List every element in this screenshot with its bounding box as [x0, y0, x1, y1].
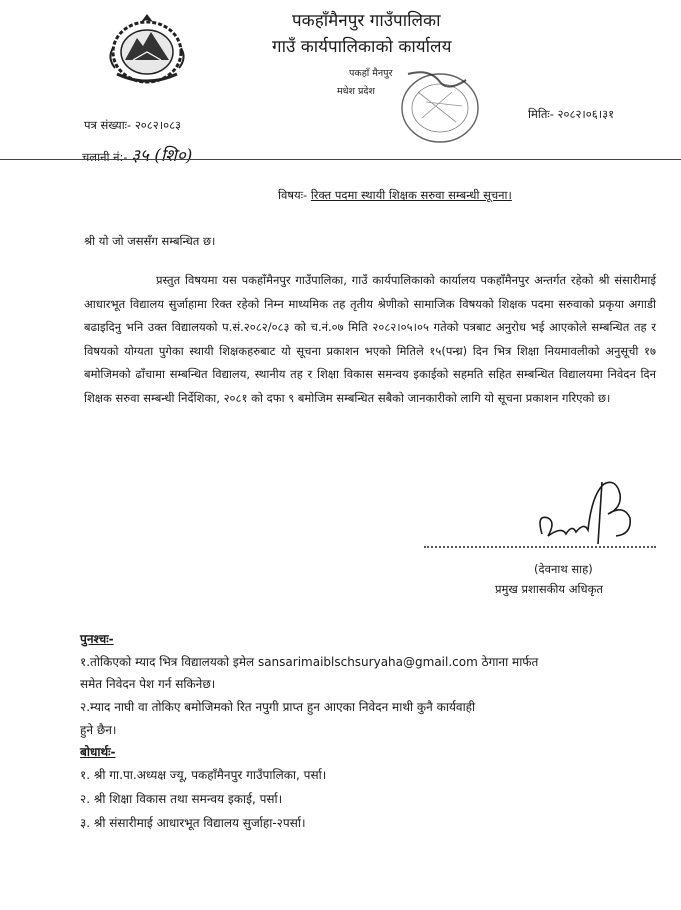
postscript-item2-line1: २.म्याद नाघी वा तोकिए बमोजिमको रित नपुगी प्राप्त हुन आएका निवेदन माथी कुनै कार्यवाही [80, 700, 476, 714]
dispatch-handwritten-value: ३५ (शि०) [131, 146, 193, 166]
stamp-line2: मधेश प्रदेश [337, 86, 375, 97]
subject-line [278, 188, 512, 203]
subject-title: रिक्त पदमा स्थायी शिक्षक सरुवा सम्बन्धी सूचना। [310, 188, 512, 202]
salutation: श्री यो जो जससँग सम्बन्धित छ। [84, 234, 216, 248]
header-divider [0, 159, 681, 160]
cc-item-1: १. श्री गा.पा.अध्यक्ष ज्यू, पकहाँमैनपुर गाउँपालिका, पर्सा। [80, 768, 327, 782]
cc-heading: बोधार्थः- [80, 745, 116, 759]
letter-number: पत्र संख्याः- २०८२।०८३ [84, 118, 182, 132]
signature-line [424, 546, 656, 548]
postscript-item1-line1: १.तोकिएको म्याद भित्र विद्यालयको इमेल sansarimaiblschsuryaha@gmail.com ठेगाना मार्फत [80, 655, 539, 669]
signatory-designation: प्रमुख प्रशासकीय अधिकृत [495, 582, 603, 596]
cc-item-2: २. श्री शिक्षा विकास तथा समन्वय इकाई, पर्सा। [80, 792, 283, 806]
stamp-line1: पकहाँ मैनपुर [349, 68, 393, 79]
office-name-line1: पकहाँमैनपुर गाउँपालिका [292, 11, 441, 31]
postscript-item1-line2: समेत निवेदन पेश गर्न सकिनेछ। [80, 677, 216, 691]
dispatch-label: चलानी नं:- [82, 150, 128, 164]
dispatch-number [82, 143, 192, 166]
notice-body: प्रस्तुत विषयमा यस पकहाँमैनपुर गाउँपालिका, गाउँ कार्यपालिकाको कार्यालय पकहाँमैनपुर अन्तर्गत रहेको श्री संसारीमाई आधारभूत विद्यालय सुर्जाहामा रिक्त रहेको निम्न माध्यमिक तह तृतीय श्रेणीको सामाजिक विषयको शिक्षक पदमा सरुवाको प्रकृया अगाडी बढाइदिनु भनि उक्त विद्यालयको प.सं.२०८२/०८३ को च.नं.०७ मिति २०८२।०५।०५ गतेको पत्रबाट अनुरोध भई आएकोले सम्बन्धित तह र विषयको योग्यता पुगेका स्थायी शिक्षकहरुबाट यो सूचना प्रकाशन भएको मितिले १५(पन्ध्र) दिन भित्र शिक्षा नियमावलीको अनुसूची १७ बमोजिमको ढाँचामा सम्बन्धित विद्यालय, स्थानीय तह र शिक्षा विकास समन्वय इकाईको सहमति सहित सम्बन्धित विद्यालयमा निवेदन दिन शिक्षक सरुवा सम्बन्धी निर्देशिका, २०८१ को दफा ९ बमोजिम सम्बन्धित सबैको जानकारीको लागि यो सूचना प्रकाशन गरिएको छ। [84, 273, 656, 405]
postscript-heading: पुनश्चः- [80, 632, 114, 646]
subject-label: विषयः- [278, 188, 308, 202]
cc-item-3: ३. श्री संसारीमाई आधारभूत विद्यालय सुर्जाहा-२पर्सा। [80, 816, 306, 830]
government-emblem-icon [103, 8, 191, 88]
office-seal-icon [378, 62, 490, 154]
office-name-line2: गाउँ कार्यपालिकाको कार्यालय [272, 37, 452, 57]
signatory-name: (देवनाथ साह) [534, 562, 593, 576]
letter-date: मितिः- २०८२।०६।३१ [528, 107, 615, 121]
postscript-item2-line2: हुने छैन। [80, 723, 117, 737]
